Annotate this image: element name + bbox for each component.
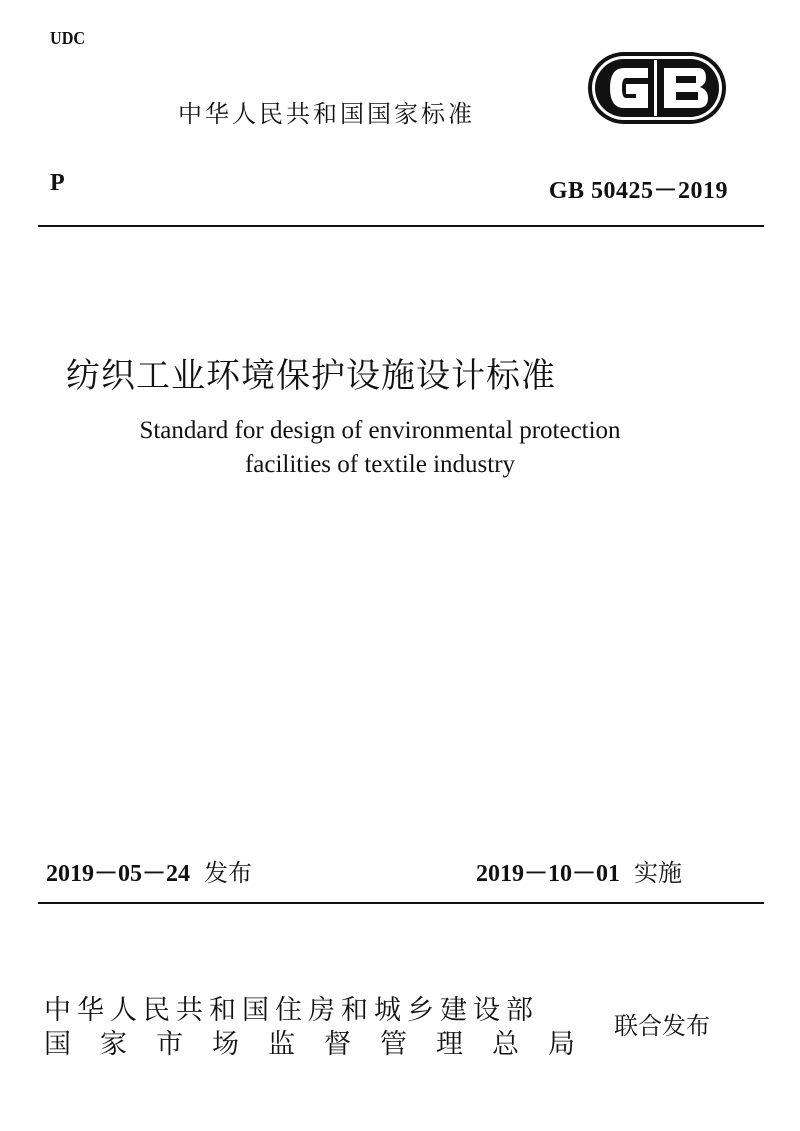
gb-logo-icon xyxy=(586,50,728,126)
effective-label: 实施 xyxy=(634,859,682,887)
footer-divider xyxy=(38,902,764,904)
udc-label: UDC xyxy=(50,28,86,48)
title-english-line1: Standard for design of environmental protection xyxy=(139,417,621,444)
title-english-line2: facilities of textile industry xyxy=(244,451,516,478)
header-divider xyxy=(38,225,764,227)
joint-issue-label: 联合发布 xyxy=(614,1012,710,1040)
title-chinese: 纺织工业环境保护设施设计标准 xyxy=(66,356,556,396)
issuer-administration: 国家市场监督管理总局 xyxy=(44,1029,604,1060)
effective-date-block xyxy=(476,853,682,888)
publish-label: 发布 xyxy=(204,859,252,887)
publish-date-block xyxy=(46,853,252,888)
national-standard-label: 中华人民共和国国家标准 xyxy=(178,100,475,128)
publish-date: 2019－05－24 xyxy=(46,861,190,887)
classification-code: P xyxy=(50,170,65,196)
effective-date: 2019－10－01 xyxy=(476,861,620,887)
standard-number: GB 50425－2019 xyxy=(548,178,728,204)
issuer-ministry: 中华人民共和国住房和城乡建设部 xyxy=(44,995,539,1026)
